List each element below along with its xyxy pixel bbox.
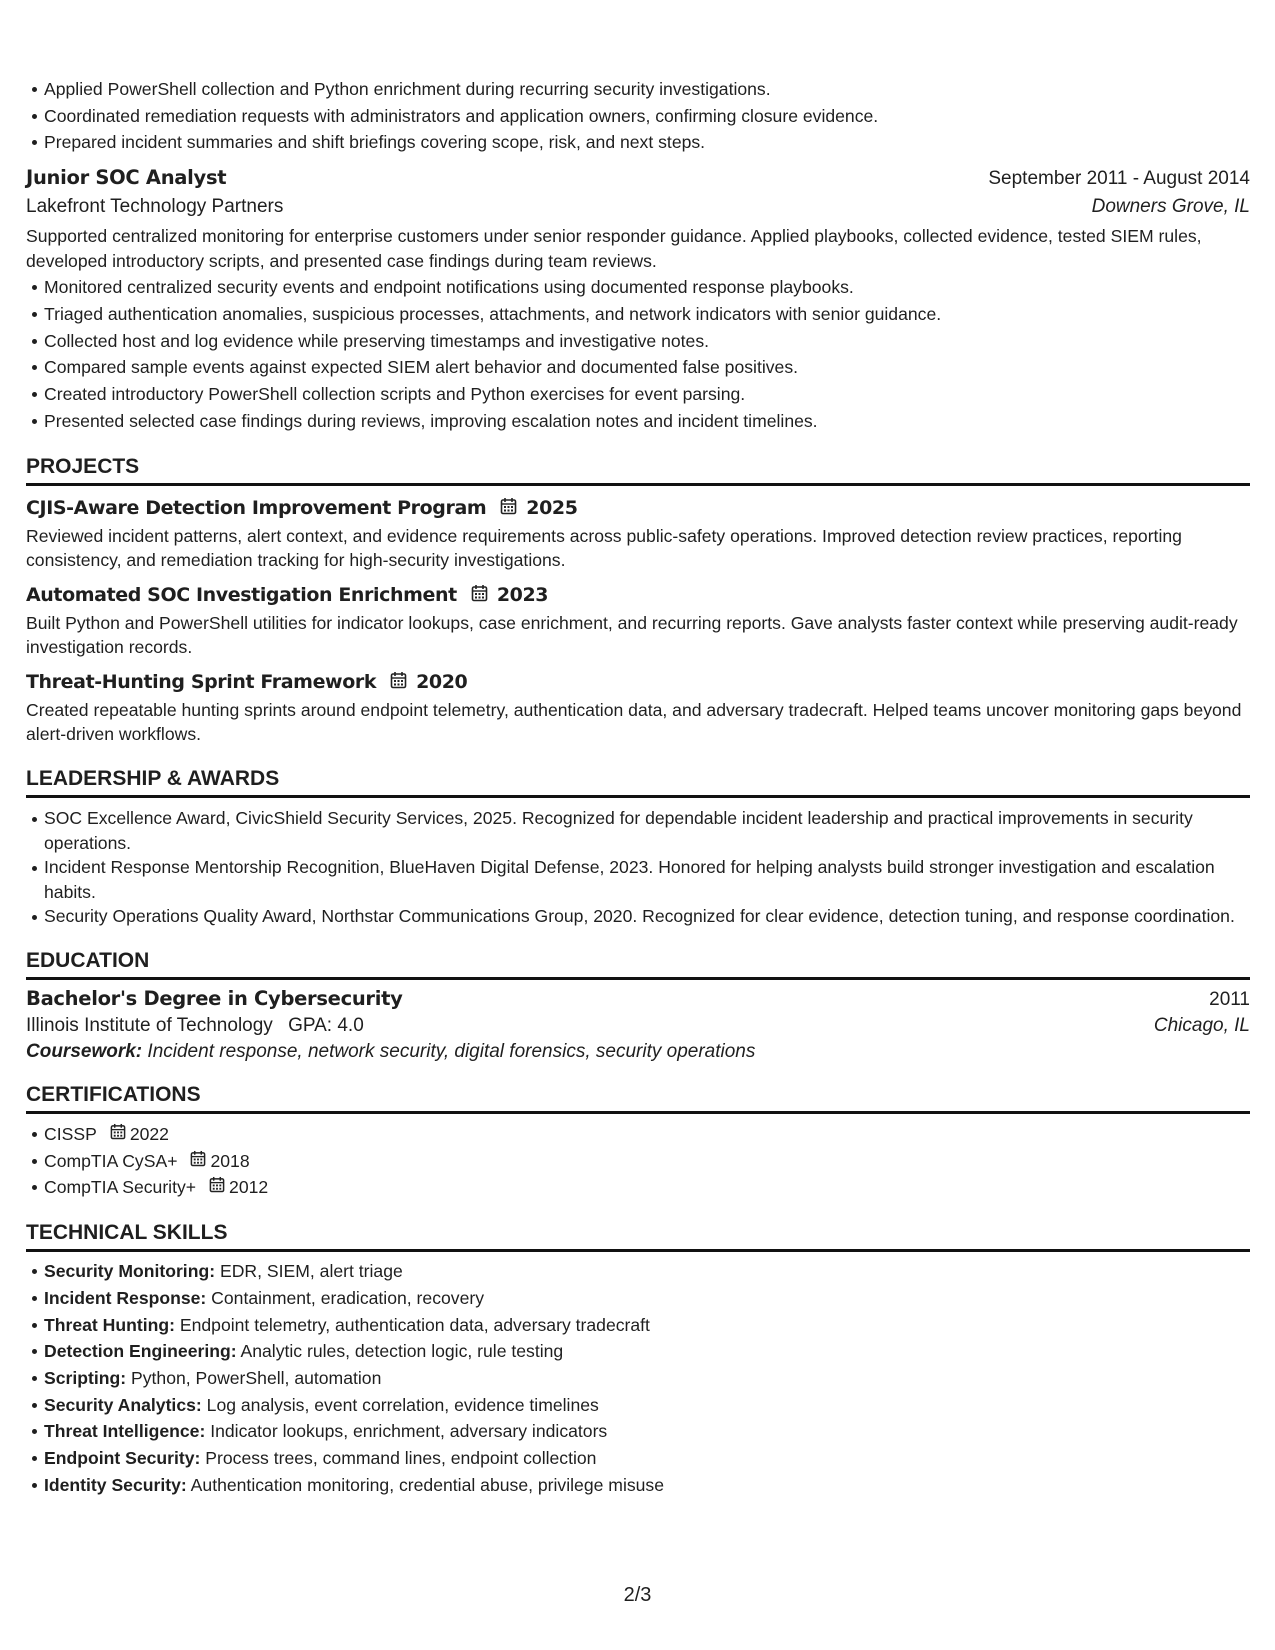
graduation-year: 2011 (1209, 989, 1250, 1011)
cert-name: CISSP (44, 1124, 97, 1145)
skill-label: Security Analytics: (44, 1394, 202, 1415)
skill-value: Authentication monitoring, credential abuse, privilege misuse (190, 1474, 665, 1495)
degree-title: Bachelor's Degree in Cybersecurity (26, 987, 403, 1011)
list-item: Security Operations Quality Award, Northstar Communications Group, 2020. Recognized for clear evidence, detection tuning, and response coordination. (44, 904, 1250, 929)
page-number: 2/3 (623, 1584, 652, 1606)
skill-label: Identity Security: (44, 1474, 187, 1495)
project-year: 2020 (416, 671, 468, 694)
list-item (44, 1174, 1250, 1201)
certifications-list (26, 1121, 1250, 1201)
awards-list (26, 806, 1250, 929)
coursework: Incident response, network security, digital forensics, security operations (147, 1041, 756, 1063)
calendar-icon (500, 497, 517, 520)
skill-label: Incident Response: (44, 1287, 207, 1308)
list-item (44, 1445, 1250, 1472)
list-item (44, 1312, 1250, 1339)
cert-year: 2022 (129, 1124, 169, 1145)
awards-heading: LEADERSHIP & AWARDS (26, 767, 1250, 798)
previous-job-bullets (26, 76, 1250, 156)
list-item: Created introductory PowerShell collection scripts and Python exercises for event parsing. (44, 381, 1250, 408)
list-item: Prepared incident summaries and shift briefings covering scope, risk, and next steps. (44, 129, 1250, 156)
list-item (44, 1392, 1250, 1419)
project-year: 2025 (526, 497, 578, 520)
calendar-icon (209, 1174, 225, 1201)
skill-value: Containment, eradication, recovery (211, 1287, 485, 1308)
skill-value: Process trees, command lines, endpoint collection (205, 1448, 597, 1469)
list-item (44, 1285, 1250, 1312)
list-item (44, 1472, 1250, 1499)
resume-page (26, 76, 1250, 1498)
list-item: Coordinated remediation requests with administrators and application owners, confirming closure evidence. (44, 103, 1250, 130)
skill-label: Security Monitoring: (44, 1261, 216, 1282)
project-description: Built Python and PowerShell utilities for indicator lookups, case enrichment, and recurring reports. Gave analysts faster context while preserving audit-ready investigation records. (26, 612, 1238, 658)
skill-label: Detection Engineering: (44, 1341, 237, 1362)
list-item (44, 1258, 1250, 1285)
calendar-icon (190, 1148, 206, 1175)
school-name: Illinois Institute of Technology (26, 1015, 273, 1037)
skill-label: Endpoint Security: (44, 1448, 201, 1469)
school-location: Chicago, IL (1153, 1015, 1250, 1037)
project-entry (26, 671, 1250, 747)
gpa: GPA: 4.0 (288, 1015, 364, 1037)
cert-year: 2018 (210, 1150, 250, 1171)
skill-value: Indicator lookups, enrichment, adversary indicators (210, 1421, 608, 1442)
list-item: Presented selected case findings during reviews, improving escalation notes and incident timelines. (44, 408, 1250, 435)
skill-value: Log analysis, event correlation, evidence timelines (206, 1394, 599, 1415)
calendar-icon (110, 1121, 126, 1148)
cert-name: CompTIA Security+ (44, 1177, 197, 1198)
project-entry (26, 497, 1250, 573)
coursework-label: Coursework: (26, 1041, 143, 1063)
skill-value: EDR, SIEM, alert triage (219, 1261, 403, 1282)
list-item: Applied PowerShell collection and Python enrichment during recurring security investigations. (44, 76, 1250, 103)
list-item (44, 1148, 1250, 1175)
job-bullets (26, 274, 1250, 434)
job-title: Junior SOC Analyst (26, 166, 227, 190)
list-item (44, 1418, 1250, 1445)
projects-heading: PROJECTS (26, 455, 1250, 486)
company-name: Lakefront Technology Partners (26, 196, 284, 218)
list-item: Compared sample events against expected SIEM alert behavior and documented false positives. (44, 354, 1250, 381)
education-entry (26, 987, 1250, 1063)
job-location: Downers Grove, IL (1091, 196, 1250, 218)
cert-name: CompTIA CySA+ (44, 1150, 178, 1171)
skill-value: Endpoint telemetry, authentication data, adversary tradecraft (179, 1314, 650, 1335)
cert-year: 2012 (229, 1177, 269, 1198)
skill-value: Analytic rules, detection logic, rule testing (240, 1341, 564, 1362)
list-item: Collected host and log evidence while preserving timestamps and investigative notes. (44, 328, 1250, 355)
list-item (44, 1338, 1250, 1365)
skill-label: Scripting: (44, 1367, 127, 1388)
job-summary: Supported centralized monitoring for enterprise customers under senior responder guidance. Applied playbooks, collected evidence, tested SIEM rules, developed introductory scripts, and presented case findings during team reviews. (26, 226, 1202, 271)
project-title: Automated SOC Investigation Enrichment (26, 584, 457, 607)
project-year: 2023 (496, 584, 549, 607)
project-entry (26, 584, 1250, 660)
list-item: SOC Excellence Award, CivicShield Security Services, 2025. Recognized for dependable incident leadership and practical improvements in security operations. (44, 806, 1250, 855)
list-item: Monitored centralized security events and endpoint notifications using documented response playbooks. (44, 274, 1250, 301)
skill-value: Python, PowerShell, automation (131, 1367, 382, 1388)
list-item: Incident Response Mentorship Recognition, BlueHaven Digital Defense, 2023. Honored for helping analysts build stronger investigation and escalation habits. (44, 855, 1250, 904)
calendar-icon (471, 584, 488, 607)
calendar-icon (390, 671, 407, 694)
project-title: Threat-Hunting Sprint Framework (26, 671, 377, 694)
list-item (44, 1365, 1250, 1392)
job-entry (26, 166, 1250, 434)
skills-list (26, 1258, 1250, 1498)
skill-label: Threat Intelligence: (44, 1421, 206, 1442)
job-dates: September 2011 - August 2014 (988, 168, 1250, 190)
list-item: Triaged authentication anomalies, suspicious processes, attachments, and network indicators with senior guidance. (44, 301, 1250, 328)
project-description: Reviewed incident patterns, alert context, and evidence requirements across public-safety operations. Improved detection review practices, reporting consistency, and remediation tracking for high-security investigations. (26, 525, 1182, 571)
project-description: Created repeatable hunting sprints around endpoint telemetry, authentication data, and adversary tradecraft. Helped teams uncover monitoring gaps beyond alert-driven workflows. (26, 699, 1242, 745)
education-heading: EDUCATION (26, 949, 1250, 980)
skill-label: Threat Hunting: (44, 1314, 175, 1335)
skills-heading: TECHNICAL SKILLS (26, 1221, 1250, 1252)
project-title: CJIS-Aware Detection Improvement Program (26, 497, 487, 520)
list-item (44, 1121, 1250, 1148)
certifications-heading: CERTIFICATIONS (26, 1083, 1250, 1114)
